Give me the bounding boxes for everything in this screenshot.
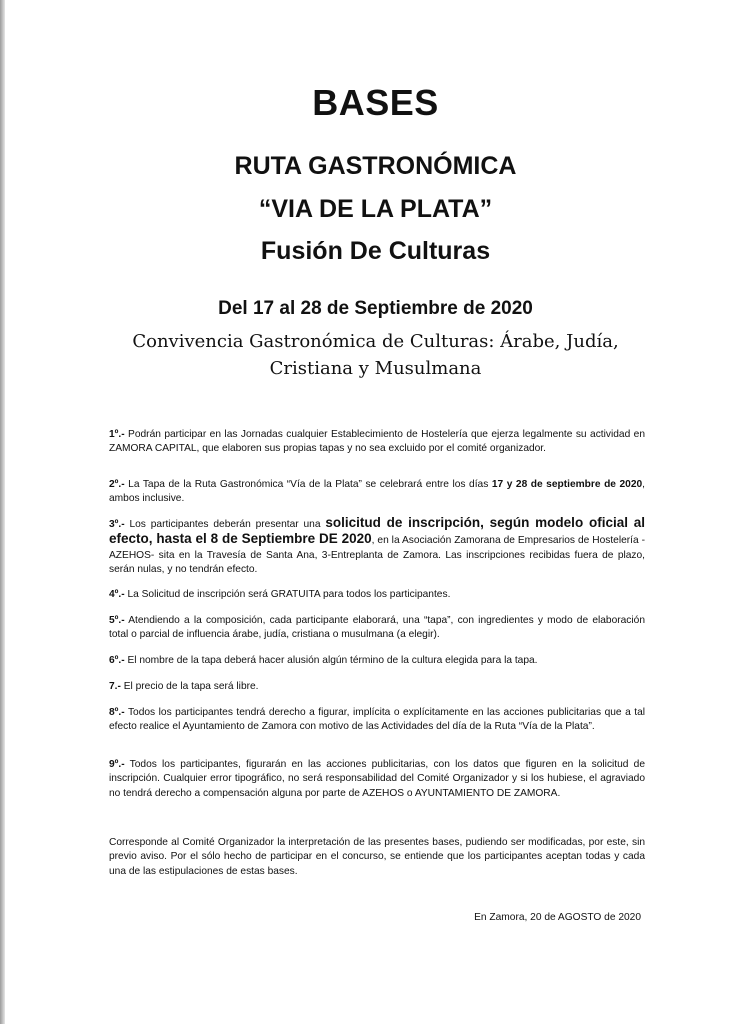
clause-2	[109, 478, 645, 507]
closing-paragraph: Corresponde al Comité Organizador la interpretación de las presentes bases, pudiendo ser modificadas, por este, sin previo aviso. Por el sólo hecho de participar en el concurso, se entiende que los participantes aceptan todas y cada una de las estipulaciones de estas bases.	[109, 837, 645, 877]
clause-number: 1º.-	[109, 429, 125, 440]
clause-text: La Solicitud de inscripción será GRATUITA para todos los participantes.	[124, 589, 451, 600]
clause-number: 7.-	[109, 681, 121, 692]
theme-line-2: Cristiana y Musulmana	[269, 358, 482, 379]
clause-text: , ambos inclusive.	[109, 479, 645, 505]
clause-8	[109, 706, 645, 735]
clause-deadline: solicitud de inscripción, según modelo oficial al efecto, hasta el 8 de Septiembre DE 2020	[109, 515, 645, 547]
clause-7	[109, 680, 645, 694]
clause-number: 3º.-	[109, 519, 125, 530]
clause-dates: 17 y 28 de septiembre de 2020	[491, 479, 643, 490]
clause-number: 5º.-	[109, 615, 125, 626]
theme-line-1: Convivencia Gastronómica de Culturas: Árabe, Judía,	[132, 331, 619, 352]
clause-5	[109, 614, 645, 643]
clause-9	[109, 758, 645, 801]
subtitle-via-de-la-plata: “VIA DE LA PLATA”	[258, 195, 493, 223]
clause-number: 6º.-	[109, 655, 125, 666]
event-dates: Del 17 al 28 de Septiembre de 2020	[218, 298, 533, 319]
clause-text: El nombre de la tapa deberá hacer alusión algún término de la cultura elegida para la tapa.	[124, 655, 538, 666]
clause-3	[109, 516, 645, 577]
subtitle-route: RUTA GASTRONÓMICA	[234, 152, 517, 180]
clause-number: 9º.-	[109, 759, 125, 770]
clause-1	[109, 428, 645, 457]
signature-line: En Zamora, 20 de AGOSTO de 2020	[474, 912, 641, 923]
clause-text: Todos los participantes tendrá derecho a figurar, implícita o explícitamente en las acciones publicitarias que a tal efecto realice el Ayuntamiento de Zamora con motivo de las Actividades del día de la Ruta “Vía de la Plata”.	[109, 707, 645, 733]
clause-number: 8º.-	[109, 707, 125, 718]
clause-text: Podrán participar en las Jornadas cualquier Establecimiento de Hostelería que ejerza legalmente su actividad en ZAMORA CAPITAL, que elaboren sus propias tapas y no sea excluido por el comité organizador.	[109, 429, 645, 455]
clause-4	[109, 588, 645, 602]
clause-text: Atendiendo a la composición, cada participante elaborará, una “tapa”, con ingredientes y modo de elaboración total o parcial de influencia árabe, judía, cristiana o musulmana (a elegir).	[109, 615, 645, 641]
clause-number: 4º.-	[109, 589, 125, 600]
document-title: BASES	[312, 82, 439, 123]
clause-text: , en la Asociación Zamorana de Empresarios de Hostelería -AZEHOS- sita en la Travesía de Santa Ana, 3-Entreplanta de Zamora. Las inscripciones recibidas fuera de plazo, serán nulas, y no tendrán efecto.	[109, 535, 645, 575]
clause-text: Todos los participantes, figurarán en las acciones publicitarias, con los datos que figuren en la solicitud de inscripción. Cualquier error tipográfico, no será responsabilidad del Comité Organizador y si los hubiese, el agraviado no tendrá derecho a compensación alguna por parte de AZEHOS o AYUNTAMIENTO DE ZAMORA.	[109, 759, 645, 799]
clause-6	[109, 654, 645, 668]
clause-text: Los participantes deberán presentar una	[124, 519, 326, 530]
subtitle-fusion: Fusión De Culturas	[260, 237, 491, 265]
clause-text: La Tapa de la Ruta Gastronómica “Vía de la Plata” se celebrará entre los días	[124, 479, 492, 490]
clause-text: El precio de la tapa será libre.	[120, 681, 259, 692]
clause-number: 2º.-	[109, 479, 125, 490]
